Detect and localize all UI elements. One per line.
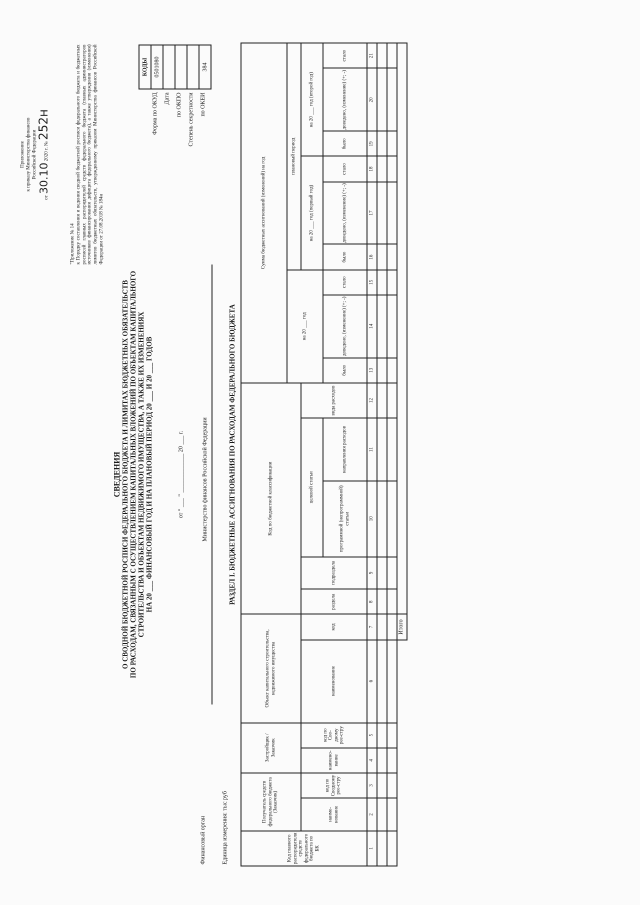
table-cell[interactable] [377, 244, 387, 269]
col-header-was: было [323, 244, 367, 269]
table-cell[interactable] [377, 270, 387, 295]
section-title: РАЗДЕЛ I. БЮДЖЕТНЫЕ АССИГНОВАНИЯ ПО РАСХОДАМ ФЕДЕРАЛЬНОГО БЮДЖЕТА [228, 304, 237, 605]
column-number: 16 [367, 244, 377, 269]
table-cell[interactable] [387, 43, 397, 68]
col-header-object-code: код [301, 614, 367, 639]
column-number: 10 [367, 481, 377, 556]
column-numbers-row [367, 43, 377, 866]
table-cell[interactable] [377, 68, 387, 131]
col-header-became: стало [323, 270, 367, 295]
table-row [377, 43, 387, 866]
column-number: 13 [367, 358, 377, 383]
table-cell[interactable] [387, 831, 397, 866]
table-cell[interactable] [387, 773, 397, 798]
col-header-bk: Код по бюджетной классификации [241, 383, 301, 615]
table-cell[interactable] [377, 43, 387, 68]
finance-organ-underline [212, 265, 213, 705]
col-header-direction: направления расходов [323, 418, 367, 481]
table-cell[interactable] [387, 156, 397, 181]
column-number: 12 [367, 383, 377, 418]
table-cell[interactable] [377, 383, 387, 418]
code-label: по ОКЕИ [200, 92, 207, 117]
table-cell[interactable] [377, 798, 387, 831]
col-header-recipient: Получатель средств федерального бюджета (Заказчик) [241, 773, 301, 831]
table-cell[interactable] [377, 589, 387, 614]
col-header-change: доведено, (изменение) (+; -) [323, 68, 367, 131]
col-header-developer: Застройщик / Заказчик [241, 723, 301, 773]
col-header-sum: Сумма бюджетных ассигнований (изменений) на год [241, 43, 287, 383]
column-number: 18 [367, 156, 377, 181]
col-header-target: целевой статьи [301, 418, 323, 556]
appendix-year: 2020 г. № [44, 141, 50, 162]
table-cell[interactable] [387, 270, 397, 295]
column-number: 1 [367, 831, 377, 866]
title-line: НА 20 ___ ФИНАНСОВЫЙ ГОД И НА ПЛАНОВЫЙ ПЕРИОД 20 ___ И 20 ___ ГОДОВ [145, 336, 154, 613]
col-header-section: раздела [301, 589, 367, 614]
appendix-from: от [44, 195, 50, 200]
column-number: 3 [367, 773, 377, 798]
table-cell[interactable] [387, 244, 397, 269]
table-cell[interactable] [377, 831, 387, 866]
table-cell[interactable] [377, 358, 387, 383]
appendix-line: к приказу Министерства финансов [26, 117, 32, 192]
code-secrecy [187, 45, 199, 89]
table-cell[interactable] [387, 418, 397, 481]
appendix-line: Приложение [20, 141, 26, 168]
appendix14-block [71, 45, 106, 265]
table-cell[interactable] [377, 557, 387, 590]
col-header-was: было [323, 131, 367, 156]
column-number: 9 [367, 557, 377, 590]
col-header-exp-type: вида расходов [301, 383, 367, 418]
col-header-recipient-name: наиме-нование [301, 798, 367, 831]
table-cell[interactable] [377, 640, 387, 723]
rotated-landscape-form [1, 0, 640, 905]
column-number: 11 [367, 418, 377, 481]
code-okpo [175, 45, 187, 89]
allocations-table [241, 43, 408, 867]
column-number: 5 [367, 723, 377, 748]
col-header-developer-code: код по Сво-дному рее-стру [301, 723, 367, 748]
table-cell[interactable] [387, 481, 397, 556]
column-number: 4 [367, 748, 377, 773]
title-line: СТРОИТЕЛЬСТВА И ОБЪЕКТАМ НЕДВИЖИМОГО ИМУЩЕСТВА, А ТАКЖЕ ИХ ИЗМЕНЕНИЯХ [137, 311, 146, 638]
title-line: О СВОДНОЙ БЮДЖЕТНОЙ РОСПИСИ ФЕДЕРАЛЬНОГО БЮДЖЕТА И ЛИМИТАХ БЮДЖЕТНЫХ ОБЯЗАТЕЛЬСТВ [121, 280, 130, 669]
appendix-line: Российской Федерации [32, 129, 37, 180]
codes-table [139, 45, 212, 90]
table-cell[interactable] [387, 295, 397, 358]
title-word: СВЕДЕНИЯ [112, 451, 122, 498]
code-label: Степень секретности [188, 92, 195, 147]
total-cells [397, 43, 407, 614]
table-row [387, 43, 397, 866]
col-header-program: программной (непрограммной) статьи [323, 481, 367, 556]
table-cell[interactable] [387, 589, 397, 614]
col-header-object-name: наименование [301, 640, 367, 723]
total-spacer [397, 640, 407, 866]
column-number: 6 [367, 640, 377, 723]
total-label: Итого [397, 614, 407, 639]
handwritten-date: 30.10 [37, 162, 51, 194]
col-header-recipient-code: код по Сводному рее-стру [301, 773, 367, 798]
column-number: 15 [367, 270, 377, 295]
table-cell[interactable] [377, 156, 387, 181]
col-header-was: было [323, 358, 367, 383]
table-cell[interactable] [387, 640, 397, 723]
table-cell[interactable] [387, 748, 397, 773]
table-cell[interactable] [377, 614, 387, 639]
table-cell[interactable] [377, 182, 387, 245]
table-cell[interactable] [387, 131, 397, 156]
codes-header: КОДЫ [139, 45, 151, 89]
table-cell[interactable] [387, 614, 397, 639]
total-row [397, 43, 407, 866]
table-cell[interactable] [377, 748, 387, 773]
finance-organ-label: Финансовый орган [200, 815, 207, 865]
col-header-became: стало [323, 43, 367, 68]
column-number: 20 [367, 68, 377, 131]
col-header-object: Объект капитального строительства, недвижимого имущества [241, 614, 301, 722]
table-cell[interactable] [387, 557, 397, 590]
table-cell[interactable] [377, 131, 387, 156]
column-number: 14 [367, 295, 377, 358]
col-header-grbs: Код главного распорядителя средств федерального бюджета по БК [241, 831, 367, 866]
document-title [113, 195, 154, 755]
column-number: 7 [367, 614, 377, 639]
code-label: Дата [164, 92, 171, 105]
finance-organ-value: Министерство финансов Российской Федерации [202, 417, 209, 542]
table-cell[interactable] [387, 358, 397, 383]
appendix14-title: "Приложение № 14 [70, 223, 76, 265]
column-number: 2 [367, 798, 377, 831]
table-cell[interactable] [377, 723, 387, 748]
unit-label: Единица измерения: тыс руб [222, 791, 229, 865]
code-labels [153, 93, 213, 193]
table-cell[interactable] [387, 723, 397, 748]
table-cell[interactable] [387, 68, 397, 131]
table-cell[interactable] [377, 773, 387, 798]
handwritten-number: 252н [36, 109, 51, 140]
appendix-header [21, 95, 52, 215]
col-header-year-current: на 20 ___ год [287, 270, 323, 383]
code-okud: 0501080 [151, 45, 163, 89]
code-label: Форма по ОКУД [152, 92, 159, 135]
table-cell[interactable] [387, 383, 397, 418]
table-cell[interactable] [387, 182, 397, 245]
col-header-became: стало [323, 156, 367, 181]
appendix14-text: к Порядку составления и ведения сводной бюджетной росписи федерального бюджета и бюджетных росписей главных распорядителей средств федерального бюджета (главных администраторов источников финансирования дефицита федерального бюджета), а также утверждения (изменения) лимитов бюджетных обязательств, утвержденному приказом Министерства финансов Российской Федерации от 27.08.2018 № 184н [76, 44, 105, 265]
title-line: ПО РАСХОДАМ, СВЯЗАННЫМ С ОСУЩЕСТВЛЕНИЕМ КАПИТАЛЬНЫХ ВЛОЖЕНИЙ ПО ОБЪЕКТАМ КАПИТАЛЬНОГО [129, 270, 138, 679]
col-header-subsection: подраздела [301, 557, 367, 590]
col-header-year-second: на 20 ___ год (второй год) [301, 43, 323, 156]
code-date [163, 45, 175, 89]
col-header-plan-period: плановый период [287, 43, 301, 270]
col-header-year-first: на 20 ___ год (первый год) [301, 156, 323, 269]
column-number: 17 [367, 182, 377, 245]
col-header-developer-name: наимено-вание [301, 748, 367, 773]
table-cell[interactable] [377, 295, 387, 358]
code-okei: 384 [199, 45, 211, 89]
col-header-change: доведено, (изменение) (+; -) [323, 295, 367, 358]
table-cell[interactable] [387, 798, 397, 831]
column-number: 8 [367, 589, 377, 614]
code-label: по ОКПО [176, 92, 183, 118]
table-cell[interactable] [377, 418, 387, 481]
table-cell[interactable] [377, 481, 387, 556]
column-number: 19 [367, 131, 377, 156]
col-header-change: доведено, (изменение) (+; -) [323, 182, 367, 245]
column-number: 21 [367, 43, 377, 68]
date-line: от " ___ " _____________ 20 ___ г. [178, 430, 185, 519]
